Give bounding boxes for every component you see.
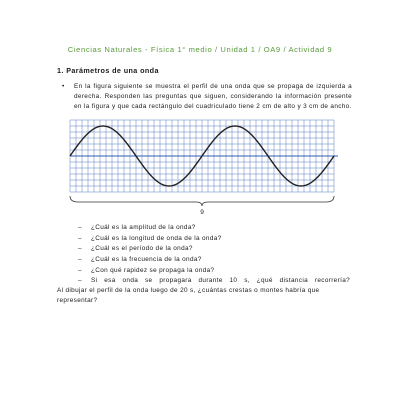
question-text: ¿Cuál es la frecuencia de la onda? [91,256,202,264]
question-dash: – [78,266,82,274]
section-title: 1. Parámetros de una onda [57,66,159,75]
intro-text: En la figura siguiente se muestra el perfil de una onda que se propaga de izquierda a derecha. Responden las preguntas que siguen, considerando la información presente en la figura y que cada rectángulo del cuadriculado tiene 2 cm de alto y 3 cm de ancho. [74,83,352,110]
question-dash: – [78,256,82,264]
question-item [78,223,350,234]
question-list [78,223,350,287]
wave-diagram [68,118,350,218]
question-item [78,255,350,266]
intro-bullet [62,82,352,112]
question-dash: – [78,277,82,285]
wavelength-brace [70,196,334,206]
question-item [78,234,350,245]
final-question: Al dibujar el perfil de la onda luego de 20 s, ¿cuántas crestas o montes habría que representar? [57,287,320,304]
question-dash: – [78,245,82,253]
question-text: ¿Cuál es el período de la onda? [91,245,193,253]
page-header: Ciencias Naturales - Física 1° medio / Unidad 1 / OA9 / Actividad 9 [67,45,333,54]
question-text: ¿Cuál es la amplitud de la onda? [91,224,196,231]
brace-label: 9 [200,209,204,216]
question-item [78,244,350,255]
question-text: Si esa onda se propagara durante 10 s, ¿qué distancia recorrería? [91,277,350,285]
wave-figure [68,118,350,218]
question-text: ¿Con qué rapidez se propaga la onda? [91,266,215,274]
question-text: ¿Cuál es la longitud de onda de la onda? [91,234,222,242]
question-dash: – [78,224,82,231]
question-item [78,266,350,277]
bullet-dot-icon: • [62,83,65,90]
question-dash: – [78,234,82,242]
